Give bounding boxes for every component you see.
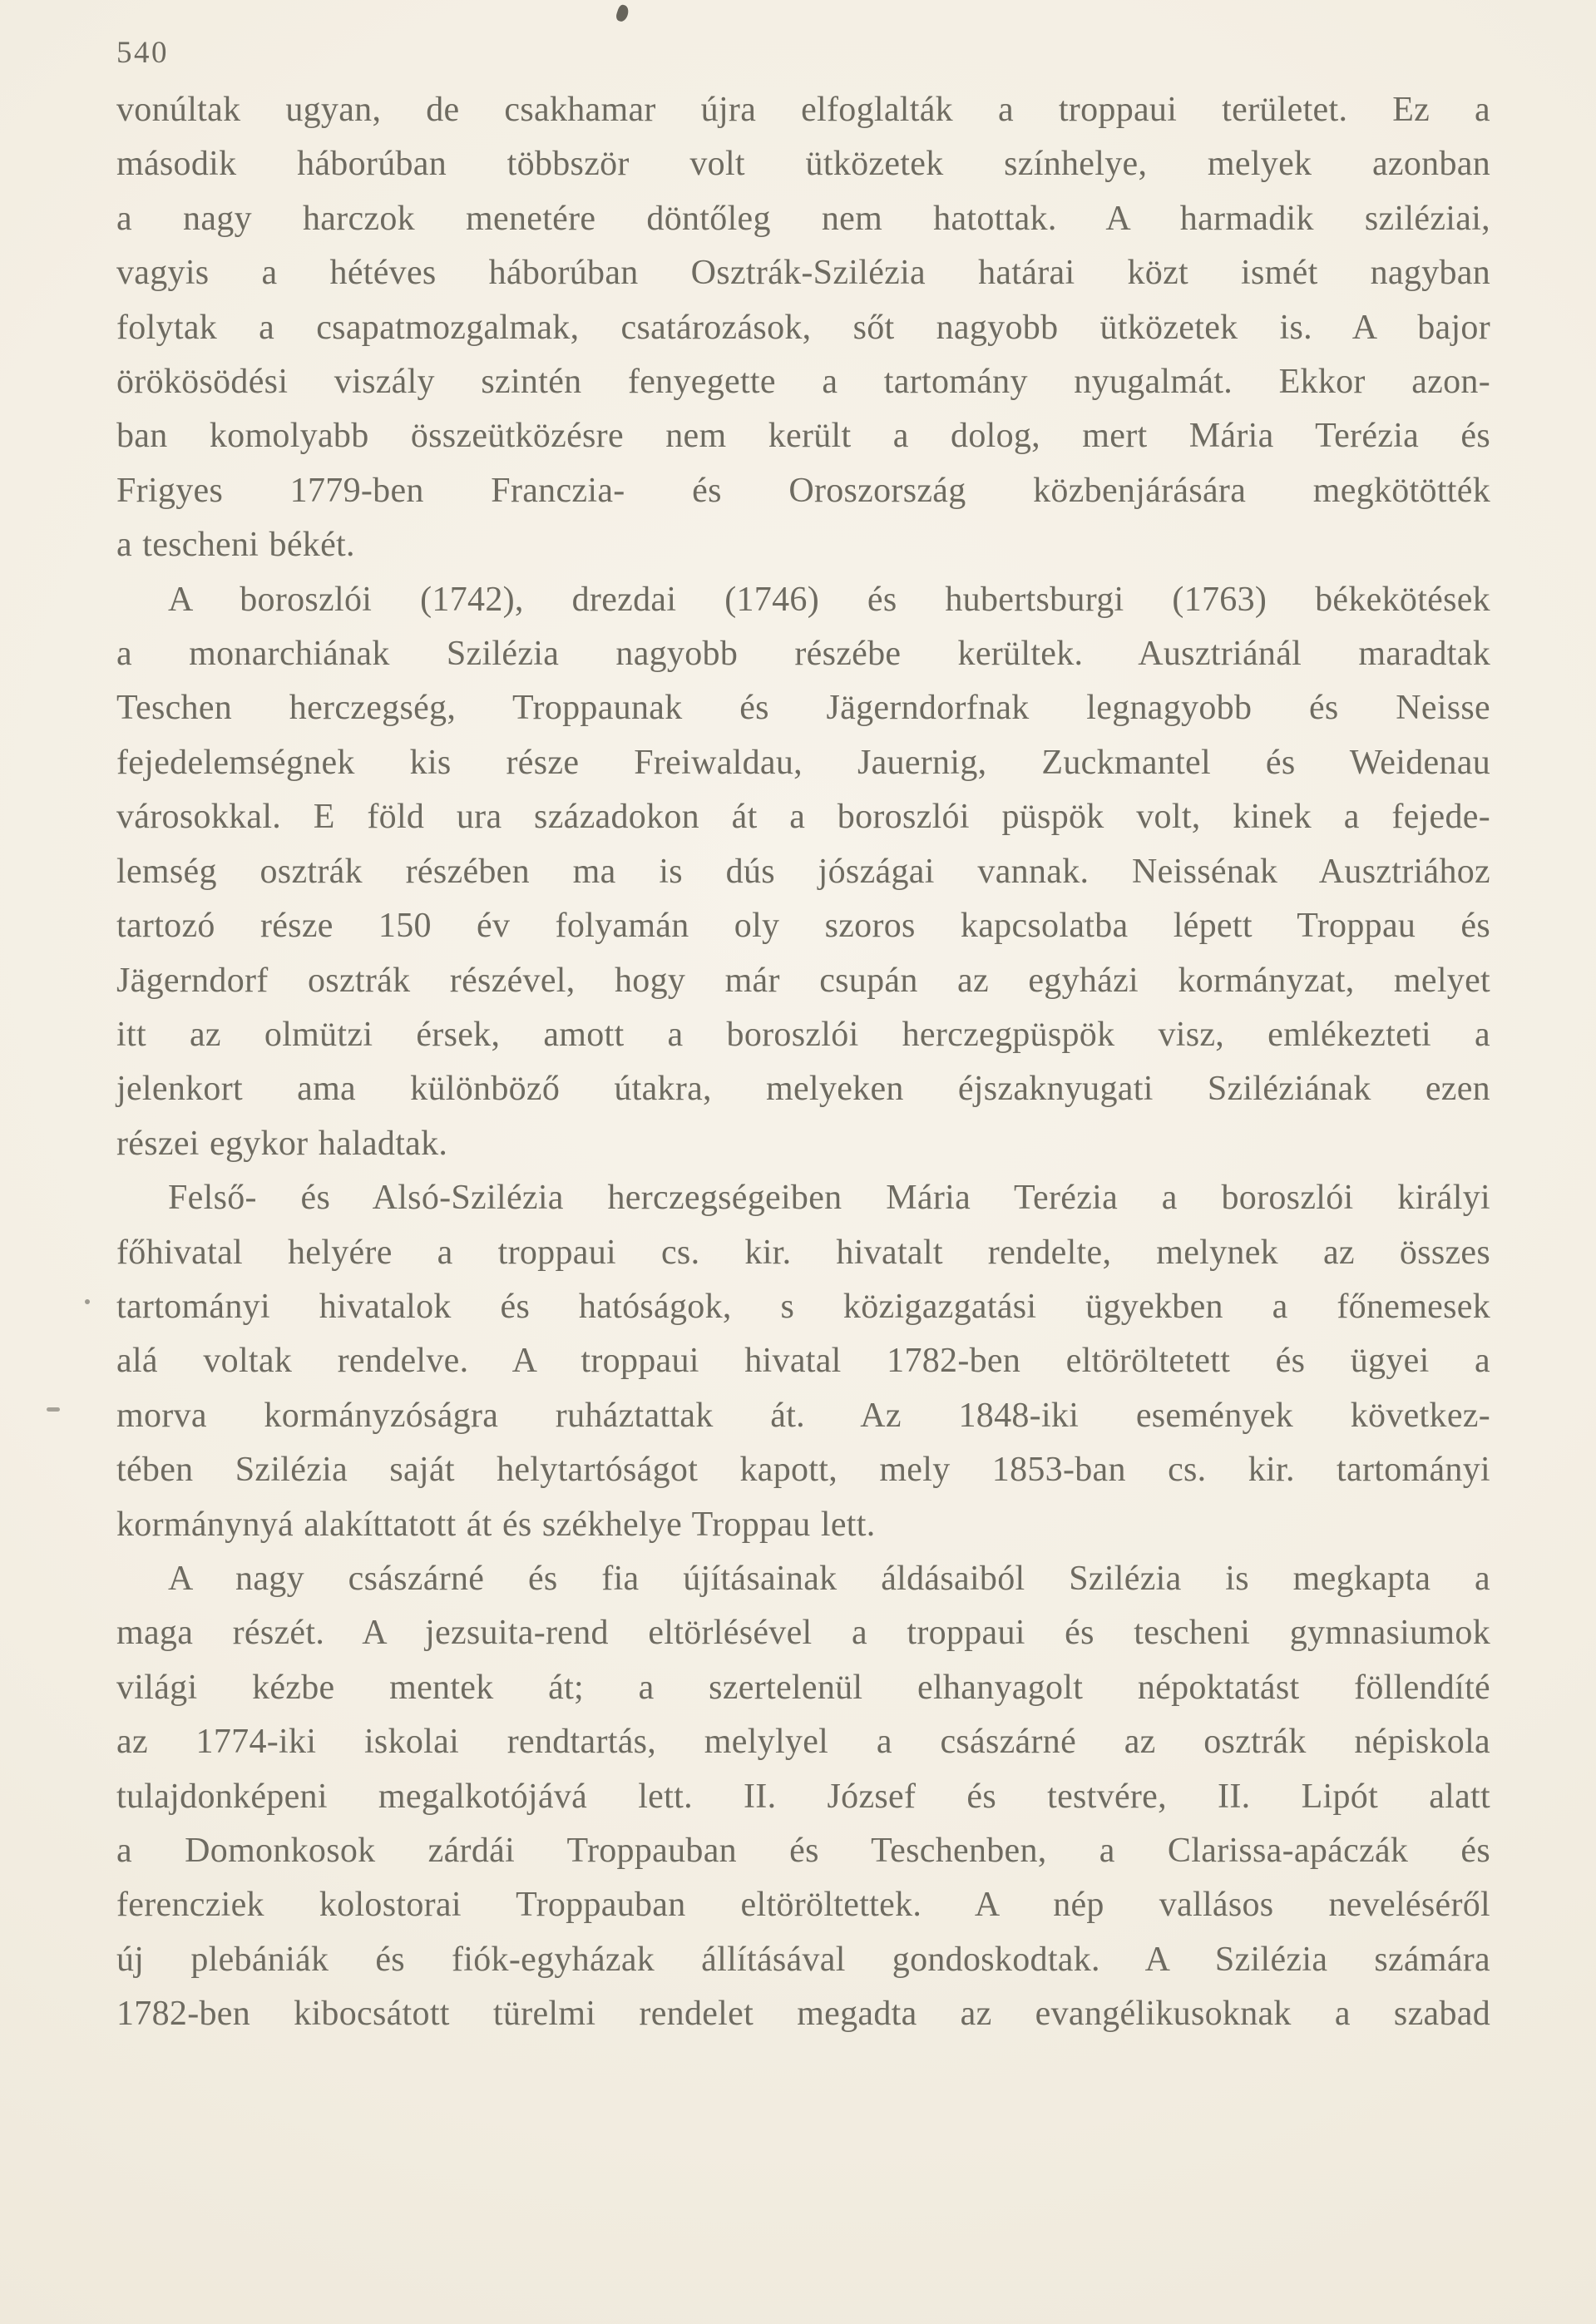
- text-line: 1782-ben kibocsátott türelmi rendelet megadta az evangélikusoknak a szabad: [116, 1995, 1490, 2034]
- paragraph: [116, 573, 1490, 1171]
- text-line: itt az olmützi érsek, amott a boroszlói herczegpüspök visz, emlékezteti a: [116, 1015, 1490, 1054]
- text-line: A nagy császárné és fia újításainak áldásaiból Szilézia is megkapta a: [168, 1559, 1490, 1598]
- text-line: ban komolyabb összeütközésre nem került a dolog, mert Mária Terézia és: [116, 417, 1490, 456]
- text-line: a nagy harczok menetére döntőleg nem hatottak. A harmadik sziléziai,: [116, 199, 1490, 238]
- text-line: Felső- és Alsó-Szilézia herczegségeiben Mária Terézia a boroszlói királyi: [168, 1179, 1490, 1218]
- text-line: vagyis a hétéves háborúban Osztrák-Szilézia határai közt ismét nagyban: [116, 254, 1490, 293]
- text-line: tulajdonképeni megalkotójává lett. II. József és testvére, II. Lipót alatt: [116, 1777, 1490, 1816]
- text-line: alá voltak rendelve. A troppaui hivatal 1782-ben eltöröltetett és ügyei a: [116, 1342, 1490, 1381]
- text-line: örökösödési viszály szintén fenyegette a tartomány nyugalmát. Ekkor azon-: [116, 363, 1490, 402]
- text-line: városokkal. E föld ura századokon át a boroszlói püspök volt, kinek a fejede-: [116, 798, 1490, 837]
- text-line: tartományi hivatalok és hatóságok, s közigazgatási ügyekben a főnemesek: [116, 1287, 1490, 1326]
- paragraph: [116, 1171, 1490, 1552]
- text-line: főhivatal helyére a troppaui cs. kir. hivatalt rendelte, melynek az összes: [116, 1233, 1490, 1272]
- scan-artifact: [85, 1299, 90, 1304]
- text-line: vonúltak ugyan, de csakhamar újra elfoglalták a troppaui területet. Ez a: [116, 91, 1490, 129]
- text-line: a Domonkosok zárdái Troppauban és Teschenben, a Clarissa-apáczák és: [116, 1832, 1490, 1870]
- text-line: világi kézbe mentek át; a szertelenül elhanyagolt népoktatást föllendíté: [116, 1668, 1490, 1707]
- scan-artifact: [47, 1407, 60, 1412]
- text-line: maga részét. A jezsuita-rend eltörlésével a troppaui és tescheni gymnasiumok: [116, 1614, 1490, 1653]
- scan-artifact: [615, 3, 630, 22]
- paragraph: [116, 83, 1490, 573]
- text-line: részei egykor haladtak.: [116, 1124, 448, 1163]
- text-line: morva kormányzóságra ruháztattak át. Az 1848-iki események következ-: [116, 1396, 1490, 1435]
- text-line: új plebániák és fiók-egyházak állításával gondoskodtak. A Szilézia számára: [116, 1940, 1490, 1979]
- text-line: az 1774-iki iskolai rendtartás, melylyel a császárné az osztrák népiskola: [116, 1723, 1490, 1762]
- text-line: a monarchiának Szilézia nagyobb részébe kerültek. Ausztriánál maradtak: [116, 635, 1490, 674]
- text-line: második háborúban többször volt ütközetek színhelye, melyek azonban: [116, 145, 1490, 184]
- text-line: tartozó része 150 év folyamán oly szoros kapcsolatba lépett Troppau és: [116, 907, 1490, 946]
- paragraph: [116, 1552, 1490, 2042]
- text-line: A boroszlói (1742), drezdai (1746) és hubertsburgi (1763) békekötések: [168, 580, 1490, 619]
- text-line: kormánynyá alakíttatott át és székhelye Troppau lett.: [116, 1505, 876, 1544]
- text-line: Frigyes 1779-ben Franczia- és Oroszország közbenjárására megkötötték: [116, 471, 1490, 510]
- text-line: a tescheni békét.: [116, 526, 355, 565]
- text-line: Teschen herczegség, Troppaunak és Jägerndorfnak legnagyobb és Neisse: [116, 689, 1490, 728]
- text-line: folytak a csapatmozgalmak, csatározások, sőt nagyobb ütközetek is. A bajor: [116, 308, 1490, 347]
- text-line: ferencziek kolostorai Troppauban eltöröltettek. A nép vallásos neveléséről: [116, 1886, 1490, 1925]
- text-line: jelenkort ama különböző útakra, melyeken éjszaknyugati Sziléziának ezen: [116, 1070, 1490, 1109]
- text-line: fejedelemségnek kis része Freiwaldau, Jauernig, Zuckmantel és Weidenau: [116, 743, 1490, 782]
- text-line: lemség osztrák részében ma is dús jószágai vannak. Neissénak Ausztriához: [116, 852, 1490, 891]
- text-line: tében Szilézia saját helytartóságot kapott, mely 1853-ban cs. kir. tartományi: [116, 1451, 1490, 1490]
- page-number: 540: [116, 36, 169, 70]
- text-block: [116, 83, 1490, 2042]
- text-line: Jägerndorf osztrák részével, hogy már csupán az egyházi kormányzat, melyet: [116, 961, 1490, 1000]
